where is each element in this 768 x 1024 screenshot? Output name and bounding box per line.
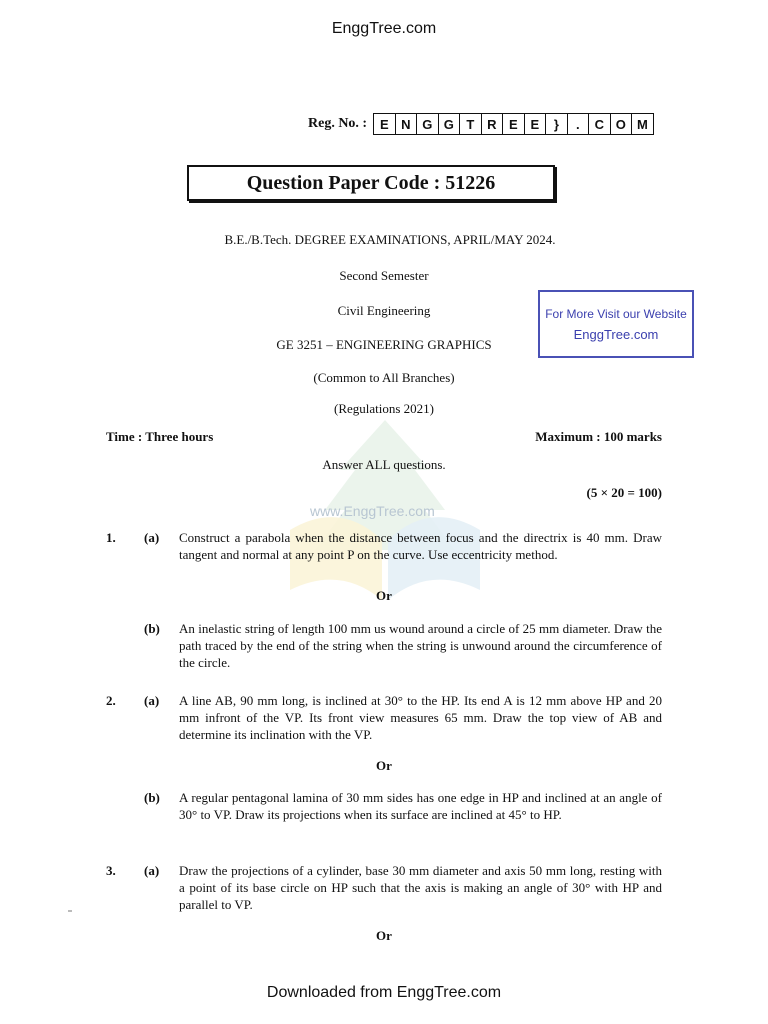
semester: Second Semester [339, 268, 429, 283]
regulations: (Regulations 2021) [333, 401, 434, 416]
reg-no-label: Reg. No. : [308, 116, 368, 131]
or-separator: Or [376, 928, 392, 943]
reg-no-char: E [374, 114, 396, 134]
question-text: Draw the projections of a cylinder, base 30 mm diameter and axis 50 mm long, resting with a point of its base circle on HP such that the axis is making an angle of 30° with HP and parallel to VP. [179, 863, 662, 912]
question-number: 3. [106, 863, 116, 878]
question-text: Construct a parabola when the distance between focus and the directrix is 40 mm. Draw tangent and normal at any point P on the curve. Use eccentricity method. [179, 530, 662, 562]
reg-no-char: . [568, 114, 590, 134]
part-label: (b) [144, 790, 160, 805]
question-number: 1. [106, 530, 116, 545]
question-text: An inelastic string of length 100 mm us wound around a circle of 25 mm diameter. Draw the path traced by the end of the string when the string is unwound around the circumference of the circle. [179, 621, 662, 670]
part-label: (b) [144, 621, 160, 636]
branch: Civil Engineering [337, 303, 431, 318]
part-label: (a) [144, 863, 160, 878]
question-text: A line AB, 90 mm long, is inclined at 30° to the HP. Its end A is 12 mm above HP and 20 mm infront of the VP. Its front view measures 65 mm. Draw the top view of AB and determine its inclination with the VP. [179, 693, 662, 742]
reg-no-char: G [439, 114, 461, 134]
site-header: EnggTree.com [331, 20, 437, 37]
reg-no-char: E [525, 114, 547, 134]
part-label: (a) [144, 530, 160, 545]
scan-speck [68, 910, 72, 912]
reg-no-char: C [589, 114, 611, 134]
exam-title: B.E./B.Tech. DEGREE EXAMINATIONS, APRIL/MAY 2024. [224, 232, 556, 247]
question-text: A regular pentagonal lamina of 30 mm sides has one edge in HP and inclined at an angle of 30° to VP. Draw its projections when its surface are inclined at 45° to HP. [179, 790, 662, 822]
reg-no-char: O [611, 114, 633, 134]
marks-formula: (5 × 20 = 100) [586, 485, 662, 500]
instruction: Answer ALL questions. [322, 457, 446, 472]
or-separator: Or [376, 758, 392, 773]
reg-no-char: R [482, 114, 504, 134]
reg-no [308, 113, 654, 135]
question-paper-code: Question Paper Code : 51226 [187, 165, 555, 201]
question-number: 2. [106, 693, 116, 708]
reg-no-char: G [417, 114, 439, 134]
ad-line-1: For More Visit our Website [545, 306, 687, 321]
reg-no-char: M [636, 116, 648, 132]
reg-no-char: T [460, 114, 482, 134]
reg-no-boxes [373, 113, 654, 135]
reg-no-char: E [503, 114, 525, 134]
or-separator: Or [376, 588, 392, 603]
ad-line-2: EnggTree.com [573, 326, 659, 342]
max-marks-label: Maximum : 100 marks [535, 429, 662, 444]
time-marks-row [106, 429, 662, 445]
common-note: (Common to All Branches) [313, 370, 455, 385]
time-label: Time : Three hours [106, 429, 214, 444]
website-ad-box[interactable] [538, 290, 694, 358]
site-footer[interactable]: Downloaded from EnggTree.com [266, 984, 502, 1001]
course-title: GE 3251 – ENGINEERING GRAPHICS [276, 337, 492, 352]
reg-no-char: } [546, 114, 568, 134]
watermark-text: www.EnggTree.com [310, 503, 435, 519]
reg-no-char: N [396, 114, 418, 134]
part-label: (a) [144, 693, 160, 708]
